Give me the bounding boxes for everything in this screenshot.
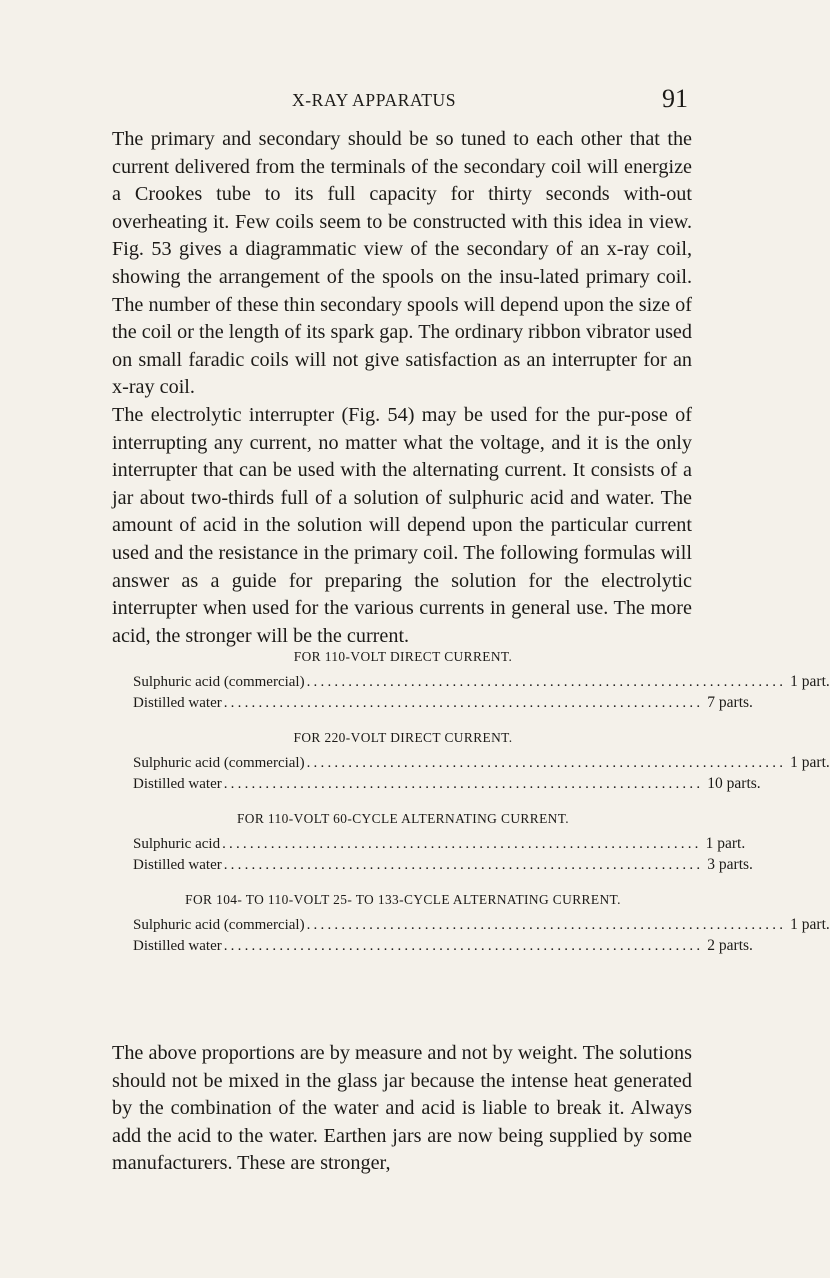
formula-heading: FOR 110-VOLT 60-CYCLE ALTERNATING CURRENT.: [236, 811, 570, 826]
ingredient: Distilled water: [133, 938, 222, 954]
leader-dots: .....................................................................: [306, 755, 787, 771]
formula-block: [133, 728, 830, 794]
formula-row: [133, 752, 830, 773]
formula-list: [133, 647, 830, 971]
formula-row: [133, 773, 761, 794]
leader-dots: .....................................................................: [223, 938, 704, 954]
formula-row: [133, 854, 753, 875]
ingredient: Distilled water: [133, 776, 222, 792]
paragraph: The above proportions are by measure and not by weight. The solutions should not be mixed in the glass jar because the intense heat generated by the combination of the water and acid is liable to break it. Always add the acid to the water. Earthen jars are now being supplied by some manufacturers. These are stronger,: [112, 1042, 692, 1175]
formula-heading: FOR 110-VOLT DIRECT CURRENT.: [293, 649, 513, 664]
amount: 1 part.: [790, 754, 830, 771]
leader-dots: .....................................................................: [223, 857, 704, 873]
formula-block: [133, 647, 830, 713]
leader-dots: .....................................................................: [223, 695, 704, 711]
formula-row: [133, 833, 746, 854]
ingredient: Sulphuric acid (commercial): [133, 674, 305, 690]
leader-dots: .....................................................................: [223, 776, 704, 792]
formula-row: [133, 692, 753, 713]
amount: 2 parts.: [707, 937, 753, 954]
formula-row: [133, 935, 753, 956]
page-header: [0, 86, 800, 116]
amount: 10 parts.: [707, 775, 761, 792]
ingredient: Sulphuric acid (commercial): [133, 755, 305, 771]
leader-dots: .....................................................................: [306, 674, 787, 690]
paragraph: The primary and secondary should be so tuned to each other that the current delivered from the terminals of the secondary coil will energize a Crookes tube to its full capacity for thirty seconds with-out overheating it. Few coils seem to be constructed with this idea in view. Fig. 53 gives a diagrammatic view of the secondary of an x-ray coil, showing the arrangement of the spools on the insu-lated primary coil. The number of these thin secondary spools will depend upon the size of the coil or the length of its spark gap. The ordinary ribbon vibrator used on small faradic coils will not give satisfaction as an interrupter for an x-ray coil.: [112, 128, 692, 399]
amount: 1 part.: [790, 916, 830, 933]
running-title: X-RAY APPARATUS: [292, 90, 457, 110]
formula-heading: FOR 104- TO 110-VOLT 25- TO 133-CYCLE ALTERNATING CURRENT.: [185, 892, 621, 907]
formula-row: [133, 671, 830, 692]
leader-dots: .....................................................................: [222, 836, 702, 852]
ingredient: Sulphuric acid (commercial): [133, 917, 305, 933]
paragraph: The electrolytic interrupter (Fig. 54) may be used for the pur-pose of interrupting any current, no matter what the voltage, and it is the only interrupter that can be used with the alternating current. It consists of a jar about two-thirds full of a solution of sulphuric acid and water. The amount of acid in the solution will depend upon the particular current used and the resistance in the primary coil. The following formulas will answer as a guide for preparing the solution for the electrolytic interrupter when used for the various currents in general use. The more acid, the stronger will be the current.: [112, 403, 692, 647]
body-text-lower: [112, 1040, 692, 1178]
amount: 3 parts.: [707, 856, 753, 873]
page-number: 91: [662, 84, 688, 113]
ingredient: Distilled water: [133, 695, 222, 711]
leader-dots: .....................................................................: [306, 917, 787, 933]
formula-row: [133, 914, 830, 935]
body-text-upper: [112, 126, 692, 650]
ingredient: Distilled water: [133, 857, 222, 873]
formula-block: [133, 890, 830, 956]
amount: 1 part.: [790, 673, 830, 690]
ingredient: Sulphuric acid: [133, 836, 221, 852]
amount: 7 parts.: [707, 694, 753, 711]
formula-block: [133, 809, 753, 875]
amount: 1 part.: [705, 835, 746, 852]
formula-heading: FOR 220-VOLT DIRECT CURRENT.: [293, 730, 513, 745]
